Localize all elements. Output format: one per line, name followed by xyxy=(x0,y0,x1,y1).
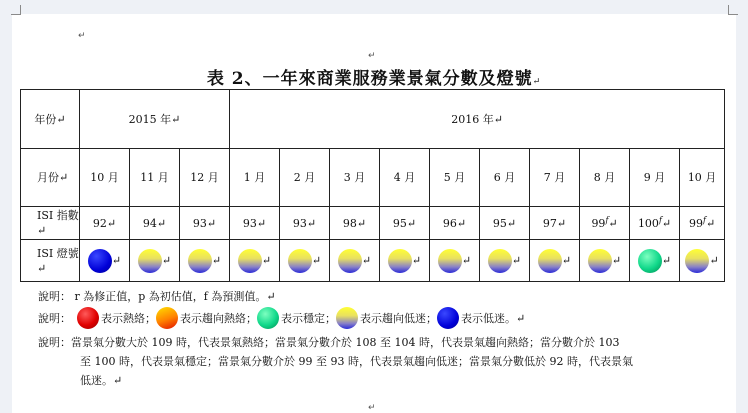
score-cell: 96↵ xyxy=(430,207,480,240)
score-cell: 100$^f$↵ xyxy=(630,207,680,240)
note-1: 說明： r 為修正值，p 為初估值，f 為預測值。↵ xyxy=(38,290,276,303)
score-cell: 93↵ xyxy=(230,207,280,240)
yellow-blue-light-icon xyxy=(138,249,162,273)
signal-cell: ↵ xyxy=(530,240,580,282)
signal-cell: ↵ xyxy=(230,240,280,282)
signal-row xyxy=(21,240,725,282)
blue-light-icon xyxy=(88,249,112,273)
red-light-icon xyxy=(77,307,99,329)
yellow-blue-light-icon xyxy=(288,249,312,273)
month-cell: 6 月 xyxy=(480,149,530,207)
score-cell: 99$^f$↵ xyxy=(680,207,725,240)
score-cell: 98↵ xyxy=(330,207,380,240)
yellow-blue-light-icon xyxy=(388,249,412,273)
yellow-blue-light-icon xyxy=(336,307,358,329)
yellow-blue-light-icon xyxy=(438,249,462,273)
crop-mark-top-right xyxy=(728,5,738,15)
paragraph-mark: ↵ xyxy=(368,403,376,413)
year-2015-cell: 2015 年↵ xyxy=(80,90,230,149)
crop-mark-top-left xyxy=(11,5,21,15)
score-cell: 95↵ xyxy=(480,207,530,240)
score-cell: 99$^f$↵ xyxy=(580,207,630,240)
signal-cell: ↵ xyxy=(130,240,180,282)
signal-cell: ↵ xyxy=(680,240,725,282)
table-title: 表 2、一年來商業服務業景氣分數及燈號↵ xyxy=(206,69,542,89)
month-cell: 1 月 xyxy=(230,149,280,207)
score-cell: 94↵ xyxy=(130,207,180,240)
signal-cell: ↵ xyxy=(580,240,630,282)
yellow-blue-light-icon xyxy=(188,249,212,273)
score-header-cell: ISI 指數↵ xyxy=(21,207,80,240)
yellow-blue-light-icon xyxy=(238,249,262,273)
score-cell: 93↵ xyxy=(180,207,230,240)
yellow-blue-light-icon xyxy=(685,249,709,273)
note-2-legend: 說明： 表示熱絡； 表示趨向熱絡； 表示穩定； 表示趨向低迷； 表示低迷。 ↵ xyxy=(38,307,525,329)
signal-cell: ↵ xyxy=(480,240,530,282)
paragraph-mark: ↵ xyxy=(78,31,86,41)
paragraph-mark: ↵ xyxy=(368,51,376,61)
score-cell: 95↵ xyxy=(380,207,430,240)
year-2016-cell: 2016 年↵ xyxy=(230,90,725,149)
signal-cell: ↵ xyxy=(180,240,230,282)
month-cell: 12 月 xyxy=(180,149,230,207)
month-cell: 11 月 xyxy=(130,149,180,207)
signal-cell: ↵ xyxy=(430,240,480,282)
score-cell: 93↵ xyxy=(280,207,330,240)
month-cell: 2 月 xyxy=(280,149,330,207)
month-cell: 10 月 xyxy=(80,149,130,207)
blue-light-icon xyxy=(437,307,459,329)
score-cell: 92↵ xyxy=(80,207,130,240)
month-cell: 10 月 xyxy=(680,149,725,207)
yellow-blue-light-icon xyxy=(338,249,362,273)
month-row xyxy=(21,149,725,207)
green-light-icon xyxy=(638,249,662,273)
score-cell: 97↵ xyxy=(530,207,580,240)
score-row xyxy=(21,207,725,240)
orange-light-icon xyxy=(156,307,178,329)
month-header-cell: 月份↵ xyxy=(21,149,80,207)
year-row xyxy=(21,90,725,149)
signal-cell: ↵ xyxy=(380,240,430,282)
note-3: 說明：當景氣分數大於 109 時，代表景氣熱絡；當景氣分數介於 108 至 104 時，代表景氣趨向熱絡；當分數介於 103 至 100 時，代表景氣穩定；當景氣分數介於 99 至 93 時，代表景氣趨向低迷；當景氣分數低於 92 時，代表景氣 低迷。↵ xyxy=(38,336,633,387)
signal-cell: ↵ xyxy=(80,240,130,282)
green-light-icon xyxy=(257,307,279,329)
isi-table xyxy=(20,89,725,282)
month-cell: 8 月 xyxy=(580,149,630,207)
signal-cell: ↵ xyxy=(280,240,330,282)
yellow-blue-light-icon xyxy=(488,249,512,273)
month-cell: 5 月 xyxy=(430,149,480,207)
month-cell: 3 月 xyxy=(330,149,380,207)
year-header-cell: 年份↵ xyxy=(21,90,80,149)
signal-cell: ↵ xyxy=(630,240,680,282)
signal-cell: ↵ xyxy=(330,240,380,282)
yellow-blue-light-icon xyxy=(538,249,562,273)
yellow-blue-light-icon xyxy=(588,249,612,273)
month-cell: 7 月 xyxy=(530,149,580,207)
month-cell: 9 月 xyxy=(630,149,680,207)
month-cell: 4 月 xyxy=(380,149,430,207)
signal-header-cell: ISI 燈號↵ xyxy=(21,240,80,282)
